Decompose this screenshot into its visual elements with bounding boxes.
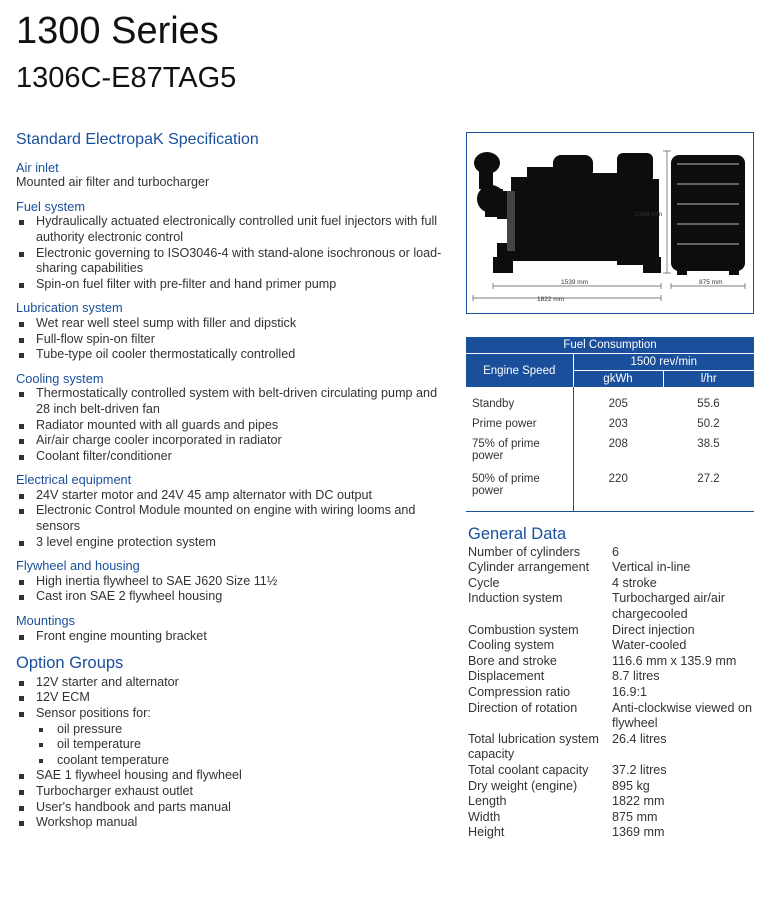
list-item: Electronic governing to ISO3046-4 with stand-alone isochronous or load-sharing capabilities (16, 246, 446, 277)
general-data-section (468, 527, 758, 841)
spec-key: Height (468, 825, 505, 840)
spec-value: Turbocharged air/air chargecooled (612, 591, 725, 621)
list-item: Full-flow spin-on filter (16, 332, 446, 348)
lubrication-heading: Lubrication system (16, 300, 123, 316)
fuel-table-title: Fuel Consumption (466, 337, 754, 354)
spec-value: 4 stroke (612, 575, 657, 590)
spec-key: Direction of rotation (468, 700, 578, 715)
engine-speed-header: Engine Speed (466, 354, 573, 388)
spec-key: Width (468, 809, 501, 824)
specification-column (16, 132, 446, 831)
list-item: 3 level engine protection system (16, 535, 446, 551)
table-row (468, 591, 758, 622)
mountings-list (16, 629, 446, 645)
table-row (468, 654, 758, 670)
spec-key: Total coolant capacity (468, 762, 589, 777)
list-item: 12V starter and alternator (16, 675, 446, 691)
spec-value: 116.6 mm x 135.9 mm (612, 653, 737, 668)
list-item: coolant temperature (16, 753, 446, 769)
table-row (468, 560, 758, 576)
engine-silhouette-svg (467, 133, 753, 313)
rev-header: 1500 rev/min (573, 354, 754, 371)
spec-key: Induction system (468, 591, 563, 606)
list-item: oil temperature (16, 737, 446, 753)
cooling-list (16, 386, 446, 464)
list-item: Turbocharger exhaust outlet (16, 784, 446, 800)
table-cell: 27.2 (663, 473, 754, 512)
table-cell: 38.5 (697, 438, 720, 450)
list-item: Hydraulically actuated electronically controlled unit fuel injectors with full authority electronic control (16, 214, 446, 245)
air-inlet-heading: Air inlet (16, 159, 59, 175)
spec-value: 16.9:1 (612, 684, 648, 699)
option-groups-heading: Option Groups (16, 654, 124, 673)
fuel-consumption-table (466, 337, 754, 512)
table-row (468, 685, 758, 701)
list-item: High inertia flywheel to SAE J620 Size 11½ (16, 574, 446, 590)
spec-key: Length (468, 794, 507, 809)
spec-value: Direct injection (612, 622, 695, 637)
width-label: 875 mm (699, 279, 723, 286)
table-cell: 220 (573, 473, 663, 512)
fuel-system-heading: Fuel system (16, 198, 85, 214)
spec-key: Compression ratio (468, 684, 571, 699)
spec-key: Cylinder arrangement (468, 560, 590, 575)
cooling-heading: Cooling system (16, 370, 104, 386)
table-row-label: 75% of prime power (472, 438, 540, 462)
table-cell: 50.2 (697, 418, 720, 430)
table-row (468, 825, 758, 841)
lubrication-list (16, 316, 446, 363)
list-item: oil pressure (16, 722, 446, 738)
electrical-list (16, 488, 446, 550)
engine-dimension-drawing (466, 132, 754, 314)
table-row (468, 763, 758, 779)
table-row (468, 810, 758, 826)
table-row (468, 779, 758, 795)
table-row (468, 576, 758, 592)
table-cell: 55.6 (697, 398, 720, 410)
list-item: 24V starter motor and 24V 45 amp alternator with DC output (16, 488, 446, 504)
list-item: Radiator mounted with all guards and pipes (16, 418, 446, 434)
model-title: 1306C-E87TAG5 (16, 62, 237, 94)
list-item: Electronic Control Module mounted on engine with wiring looms and sensors (16, 503, 446, 534)
spec-key: Dry weight (engine) (468, 778, 578, 793)
spec-key: Total lubrication system capacity (468, 731, 599, 762)
table-row (468, 623, 758, 639)
spec-key: Number of cylinders (468, 544, 580, 559)
flywheel-list (16, 574, 446, 605)
electrical-heading: Electrical equipment (16, 472, 132, 488)
list-item: Workshop manual (16, 815, 446, 831)
mountings-heading: Mountings (16, 613, 76, 629)
table-row (468, 794, 758, 810)
list-item: Tube-type oil cooler thermostatically controlled (16, 347, 446, 363)
list-item: Thermostatically controlled system with belt-driven circulating pump and 28 inch belt-driven fan (16, 386, 446, 417)
spec-value: Vertical in-line (612, 560, 691, 575)
table-cell: 203 (573, 416, 663, 438)
general-data-table (468, 545, 758, 841)
table-row (468, 669, 758, 685)
spec-title: Standard ElectropaK Specification (16, 131, 259, 148)
list-item: User's handbook and parts manual (16, 800, 446, 816)
list-item: Front engine mounting bracket (16, 629, 446, 645)
length-label: 1539 mm (561, 279, 589, 286)
spec-value: 37.2 litres (612, 762, 667, 777)
list-item: 12V ECM (16, 690, 446, 706)
list-item: Cast iron SAE 2 flywheel housing (16, 589, 446, 605)
table-row-label: Prime power (472, 418, 537, 430)
option-groups-list-continued (16, 768, 446, 830)
sensor-positions-list (16, 722, 446, 769)
table-row (468, 732, 758, 763)
spec-value: 895 kg (612, 778, 650, 793)
flywheel-heading: Flywheel and housing (16, 558, 140, 574)
spec-value: 8.7 litres (612, 669, 660, 684)
gkwh-header: gkWh (573, 371, 663, 388)
series-title: 1300 Series (16, 10, 219, 52)
list-item: Spin-on fuel filter with pre-filter and hand primer pump (16, 277, 446, 293)
list-item: Coolant filter/conditioner (16, 449, 446, 465)
spec-value: 1369 mm (612, 825, 665, 840)
general-data-title: General Data (468, 525, 567, 543)
spec-value: 1822 mm (612, 794, 665, 809)
table-cell: 208 (573, 438, 663, 473)
total-length-label: 1822 mm (537, 296, 565, 303)
spec-key: Cycle (468, 575, 500, 590)
spec-value: 875 mm (612, 809, 658, 824)
spec-key: Combustion system (468, 622, 579, 637)
spec-key: Displacement (468, 669, 545, 684)
spec-value: 26.4 litres (612, 731, 667, 746)
height-label: 1369 mm (635, 211, 663, 218)
engine-side-view (474, 152, 661, 273)
table-row-label: Standby (472, 398, 515, 410)
table-row-label: 50% of prime power (466, 473, 573, 512)
table-row (468, 701, 758, 732)
spec-value: Anti-clockwise viewed on flywheel (612, 700, 752, 731)
option-groups-list (16, 675, 446, 722)
spec-value: Water-cooled (612, 638, 687, 653)
list-item: SAE 1 flywheel housing and flywheel (16, 768, 446, 784)
lhr-header: l/hr (663, 371, 754, 388)
air-inlet-text: Mounted air filter and turbocharger (16, 175, 210, 190)
spec-value: 6 (612, 544, 620, 559)
table-row (468, 545, 758, 561)
list-item: Sensor positions for: (16, 706, 446, 722)
engine-end-view (671, 155, 745, 275)
fuel-system-list (16, 214, 446, 292)
table-cell: 205 (573, 387, 663, 416)
list-item: Wet rear well steel sump with filler and dipstick (16, 316, 446, 332)
spec-key: Bore and stroke (468, 653, 557, 668)
spec-key: Cooling system (468, 638, 555, 653)
table-row (468, 638, 758, 654)
list-item: Air/air charge cooler incorporated in radiator (16, 433, 446, 449)
